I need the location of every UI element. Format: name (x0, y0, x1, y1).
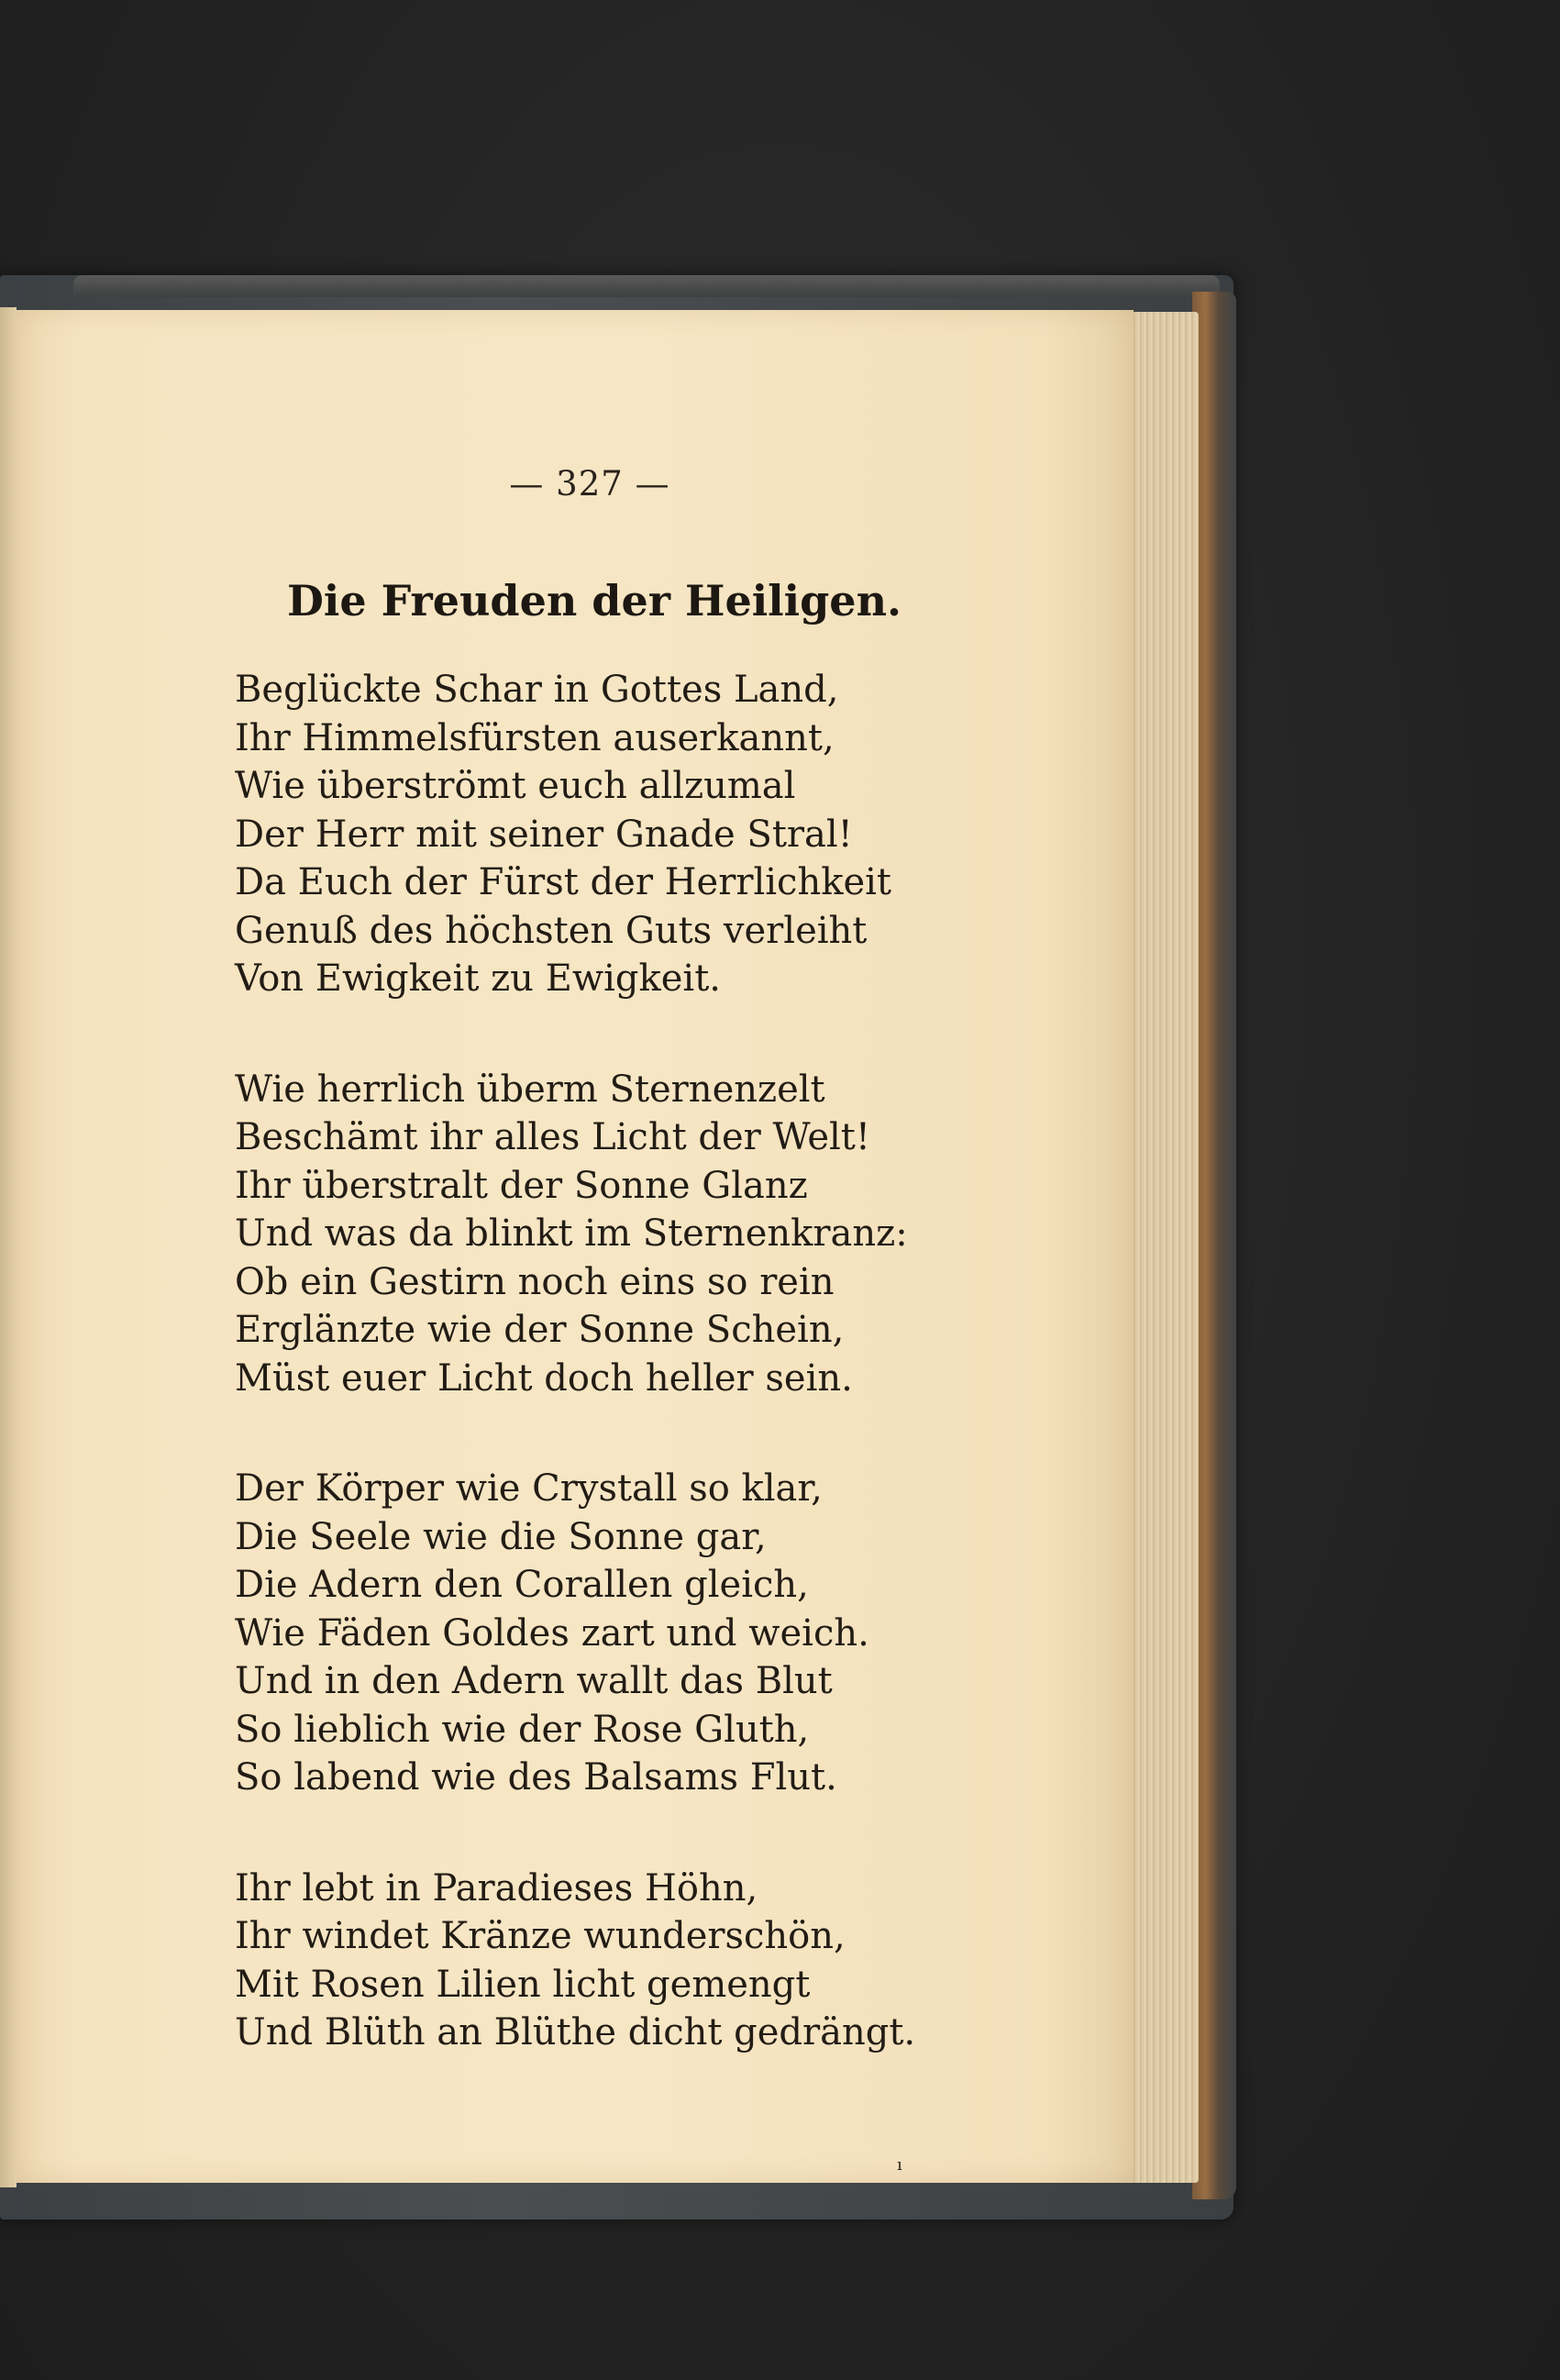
book-cover-right-edge (1192, 292, 1236, 2199)
poem-line: Der Körper wie Crystall so klar, (235, 1467, 823, 1510)
poem-line: Beglückte Schar in Gottes Land, (235, 669, 839, 711)
poem-line: Ihr überstralt der Sonne Glanz (235, 1164, 808, 1207)
book-cover-top-edge (73, 275, 1220, 297)
poem-line: Mit Rosen Lilien licht gemengt (235, 1963, 811, 2006)
poem-line: Erglänzte wie der Sonne Schein, (235, 1309, 845, 1351)
poem-line: Und was da blinkt im Sternenkranz: (235, 1212, 908, 1255)
poem-line: Die Adern den Corallen gleich, (235, 1564, 809, 1606)
poem-line: Ob ein Gestirn noch eins so rein (235, 1260, 835, 1303)
poem-line: Die Seele wie die Sonne gar, (235, 1515, 767, 1558)
stanza-4 (235, 1865, 1134, 2057)
poem-line: Müst euer Licht doch heller sein. (235, 1356, 853, 1400)
poem-line: Ihr windet Kränze wunderschön, (235, 1915, 846, 1957)
poem-line: Ihr Himmelsfürsten auserkannt, (235, 716, 835, 759)
poem-line: Wie Fäden Goldes zart und weich. (235, 1611, 869, 1655)
left-page-edge (0, 307, 17, 2187)
poem-line: Und Blüth an Blüthe dicht gedrängt. (235, 2011, 916, 2053)
poem-line: Da Euch der Fürst der Herrlichkeit (235, 861, 891, 903)
poem-line: Und in den Adern wallt das Blut (235, 1660, 833, 1702)
poem-line: Der Herr mit seiner Gnade Stral! (235, 813, 853, 856)
poem-line: Wie überströmt euch allzumal (235, 765, 796, 807)
stanza-1 (235, 666, 1134, 1003)
poem-line: So lieblich wie der Rose Gluth, (235, 1708, 810, 1751)
page-number: — 327 — (509, 464, 670, 504)
stanza-2 (235, 1066, 1134, 1403)
poem-line: Beschämt ihr alles Licht der Welt! (235, 1116, 870, 1158)
poem-title: Die Freuden der Heiligen. (286, 576, 902, 625)
poem-line: Ihr lebt in Paradieses Höhn, (235, 1866, 758, 1910)
poem-line: Wie herrlich überm Sternenzelt (235, 1068, 825, 1111)
signature-mark: ı (897, 2155, 902, 2175)
book-page (17, 310, 1134, 2183)
poem-line: So labend wie des Balsams Flut. (235, 1756, 837, 1799)
poem-body (235, 666, 1134, 2120)
stanza-3 (235, 1465, 1134, 1802)
poem-line: Genuß des höchsten Guts verleiht (235, 909, 868, 952)
poem-line: Von Ewigkeit zu Ewigkeit. (235, 958, 721, 1000)
